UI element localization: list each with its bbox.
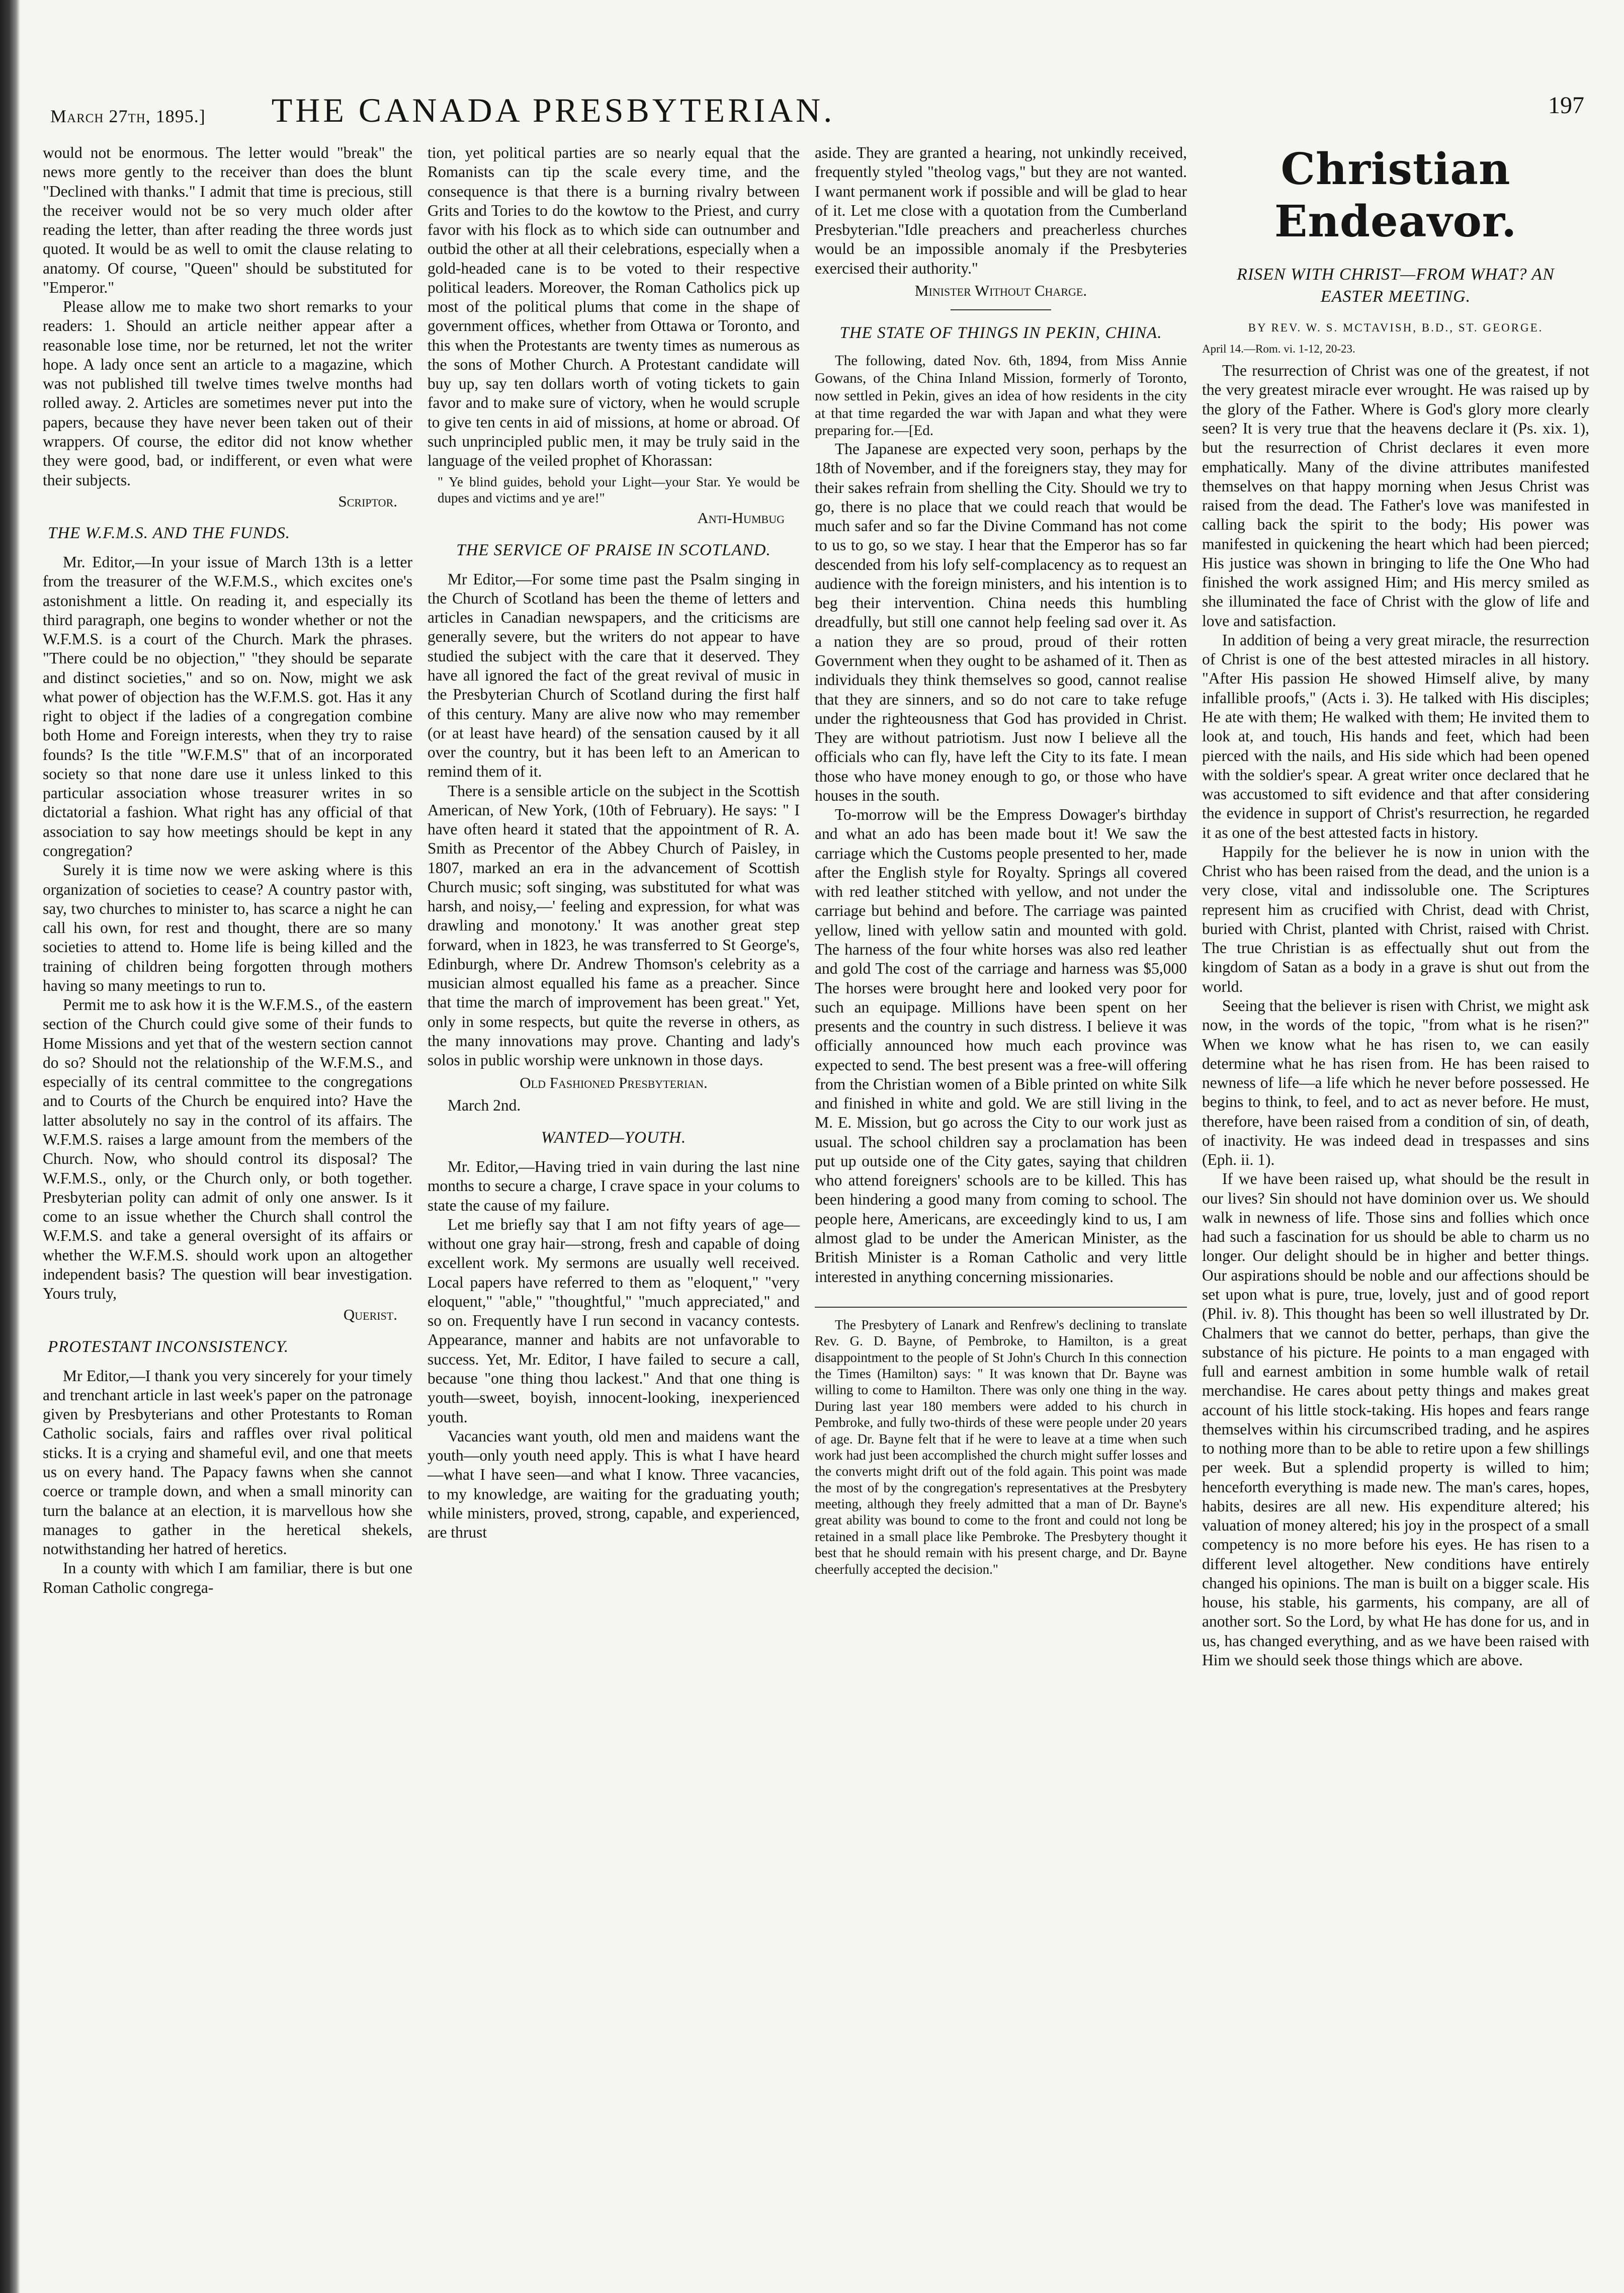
paragraph: Surely it is time now we were asking where is this organization of societies to cease? A country pastor with, say, two churches to minister to, has scarce a night he can call his own, for rest and thought, there are so many societies to attend to. Home life is being killed and the training of children being forgotten through mothers having so many meetings to run to. (43, 861, 412, 994)
article-heading-protestant: PROTESTANT INCONSISTENCY. (48, 1338, 289, 1356)
paragraph: To-morrow will be the Empress Dowager's birthday and what an ado has been made bout it! We saw the carriage which the Customs people presented to her, made after the English style for Royalty. Springs all covered with red leather stitched with yellow, and not under the carriage but behind and before. The carriage was painted yellow, lined with yellow satin and mounted with gold. The harness of the four white horses was also red leather and gold The cost of the carriage and harness was $5,000 The horses were brought here and looked very poor for such an equipage. Millions have been spent on her presents and the country in such distress. I believe it was officially announced how much each province was expected to send. The best present was a free-will offering from the Christian women of a Bible printed on white Silk and finished in white and gold. We are still living in the M. E. Mission, but go across the City to our work just as usual. The school children say a proclamation has been put up outside one of the City gates, saying that children who attend foreigners' schools are to be killed. This has been hindering a good many from coming to school. The people here, Americans, are exceedingly kind to us, I am almost glad to be under the American Minister, as the British Minister is a Roman Catholic and very little interested in anything concerning missionaries. (815, 806, 1187, 1286)
paragraph: Permit me to ask how it is the W.F.M.S., of the eastern section of the Church could give some of their funds to Home Missions and yet that of the western section cannot do so? Should not the relationship of the W.F.M.S., and especially of its central committee to the congregations and to Courts of the Church be enquired into? Have the latter absolutely no say in the control of its affairs. The W.F.M.S. raises a large amount from the members of the Church. Now, who should control its disposal? The W.F.M.S., only, or the Church only, or both together. Presbyterian polity can admit of only one answer. Is it come to an issue whether the Church shall control the W.F.M.S. and take a general oversight of its affairs or whether the W.F.M.S. should work upon an altogether independent basis? The question will bear investigation. Yours truly, (43, 996, 412, 1303)
paragraph: would not be enormous. The letter would "break" the news more gently to the receiver than does the blunt "Declined with thanks." I admit that time is precious, still the receiver would not be so very much older after reading the letter, than after reading the three words just quoted. It would be as well to omit the clause relating to anatomy. Of course, "Queen" should be substituted for "Emperor." (43, 144, 412, 296)
section-title: Christian Endeavor. (1274, 144, 1517, 247)
scripture-reference: April 14.—Rom. vi. 1-12, 20-23. (1202, 343, 1355, 356)
news-note (815, 1307, 1187, 1577)
paragraph: There is a sensible article on the subject in the Scottish American, of New York, (10th of February). He says: " I have often heard it stated that the appointment of R. A. Smith as Precentor of the Abbey Church of Paisley, in 1807, marked an era in the advancement of Scottish Church music; soft singing, was substituted for what was harsh, and noisy,—' feeling and expression, for what was drawling and monotony.' It was another great step forward, when in 1823, he was transferred to St George's, Edinburgh, where Dr. Andrew Thomson's celebrity as a musician almost equalled his fame as a preacher. Since that time the march of improvement has been great." Yet, only in some respects, but quite the reverse in others, as the many innovations may prove. Chanting and lady's solos in public worship were unknown in those days. (428, 782, 800, 1069)
paragraph: aside. They are granted a hearing, not unkindly received, frequently styled "theolog vags," but they are not wanted. I want permanent work if possible and will be glad to hear of it. Let me close with a quotation from the Cumberland Presbyterian."Idle preachers and preacherless churches would be an impossible anomaly if the Presbyteries exercised their authority." (815, 144, 1187, 277)
paragraph: In a county with which I am familiar, there is but one Roman Catholic congrega- (43, 1559, 412, 1596)
column-1 (43, 143, 412, 1597)
paragraph: In addition of being a very great miracle, the resurrection of Christ is one of the best attested miracles in all history. "After His passion He showed Himself alive, by many infallible proofs," (Acts i. 3). He talked with His disciples; He ate with them; He walked with them; He invited them to look at, and touch, His hands and feet, which had been pierced with the nails, and His side which had been opened with the soldier's spear. A great writer once declared that he was accustomed to sift evidence and that after considering the evidence in support of Christ's resurrection, he regarded it as one of the best attested facts in history. (1202, 631, 1589, 841)
issue-date: March 27th, 1895.] (50, 106, 206, 126)
paragraph: The Japanese are expected very soon, perhaps by the 18th of November, and if the foreigners stay, they may for their sakes refrain from shelling the City. Should we try to go, there is no place that we could reach that would be much safer and so far the Divine Command has not come to us to go, so we stay. I hear that the Emperor has so far descended from his lofy self-complacency as to request an audience with the foreign ministers, and his intention is to beg their intervention. China needs this humbling dreadfully, but still one cannot help feeling sad over it. As a nation they are so proud, proud of their rotten Government when they ought to be ashamed of it. Then as individuals they think themselves so good, cannot realise that they are sinners, and so do not care to take refuge under the righteousness that God has provided in Christ. They are without patriotism. Just now I believe all the officials who can fly, have left the City to its fate. I mean those who have money enough to go, or those who have houses in the south. (815, 440, 1187, 804)
paragraph: The resurrection of Christ was one of the greatest, if not the very greatest miracle ever wrought. He was raised up by the glory of the Father. Where is God's glory more clearly seen? It is very true that the heavens declare it (Ps. xix. 1), but the resurrection of Christ declares it even more emphatically. Many of the divine attributes manifested themselves on that happy morning when Jesus Christ was raised from the dead. The Father's love was manifested in calling back the spirit to the body; His power was manifested in quickening the heart which had been pierced; His justice was shown in bringing to life the One Who had finished the work assigned Him; and His mercy smiled as she illuminated the face of Christ with the glow of life and love and satisfaction. (1202, 362, 1589, 630)
dateline: March 2nd. (448, 1096, 521, 1115)
section-subtitle: RISEN WITH CHRIST—FROM WHAT? AN EASTER MEETING. (1237, 265, 1555, 306)
note-paragraph: The Presbytery of Lanark and Renfrew's declining to translate Rev. G. D. Bayne, of Pembroke, to Hamilton, is a great disappointment to the people of St John's Church In this connection the Times (Hamilton) says: " It was known that Dr. Bayne was willing to come to Hamilton. There was only one thing in the way. During last year 180 members were added to his church in Pembroke, and fully two-thirds of these were people under 20 years of age. Dr. Bayne felt that if he were to leave at a time when such work had just been accomplished the church might suffer losses and the converts might drift out of the fold again. This point was made the most of by the congregation's representatives at the Presbytery meeting, although they freely admitted that a man of Dr. Bayne's great ability was bound to come to the front and could not long be retained in a small place like Pembroke. The Presbytery thought it best that he should remain with his present charge, and Dr. Bayne cheerfully accepted the decision." (815, 1317, 1187, 1577)
signature-anti-humbug: Anti-Humbug (697, 509, 785, 527)
paragraph: Mr. Editor,—In your issue of March 13th is a letter from the treasurer of the W.F.M.S., which excites one's astonishment a little. On reading it, and especially its third paragraph, one begins to wonder whether or not the W.F.M.S. is a court of the Church. Mark the phrases. "There could be no objection," "they should be separate and distinct societies," and so on. Now, might we ask what power of objection has the W.F.M.S. got. Has it any right to object if the ladies of a congregation combine both Home and Foreign interests, when they try to raise founds? Is the title "W.F.M.S" that of an incorporated society so that none dare use it unless linked to this particular association whose treasurer writes in so dictatorial a fashion. What right has any official of that association to say how meetings should be kept in any congregation? (43, 553, 412, 860)
editor-intro: The following, dated Nov. 6th, 1894, from Miss Annie Gowans, of the China Inland Mission, formerly of Toronto, now settled in Pekin, gives an idea of how residents in the city at that time regarded the war with Japan and what they were preparing for.—[Ed. (815, 353, 1187, 439)
paragraph: Mr Editor,—For some time past the Psalm singing in the Church of Scotland has been the theme of letters and articles in Canadian newspapers, and the criticisms are generally severe, but the writers do not appear to have studied the subject with the care that it deserved. They have all ignored the fact of the great revival of music in the Presbyterian Church of Scotland during the first half of this century. Many are alive now who may remember (or at least have heard) of the sensation caused by it all over the country, but it has been left to an American to remind them of it. (428, 570, 800, 781)
byline: BY REV. W. S. MCTAVISH, B.D., ST. GEORGE. (1248, 321, 1544, 334)
verse-quote: " Ye blind guides, behold your Light—your Star. Ye would be dupes and victims and ye are!" (438, 474, 800, 506)
column-3 (815, 143, 1187, 1577)
signature-minister: Minister Without Charge. (914, 281, 1087, 299)
signature-scriptor: Scriptor. (338, 492, 397, 510)
article-heading-wfms: THE W.F.M.S. AND THE FUNDS. (48, 524, 291, 543)
paragraph: Happily for the believer he is now in union with the Christ who has been raised from the dead, and the union is a very close, vital and indissoluble one. The Scriptures represent him as crucified with Christ, dead with Christ, buried with Christ, planted with Christ, raised with Christ. The true Christian is as effectually shut out from the kingdom of Satan as a body in a grave is shut out from the world. (1202, 842, 1589, 995)
paragraph: If we have been raised up, what should be the result in our lives? Sin should not have dominion over us. We should walk in newness of life. Those sins and follies which once had such a fascination for us should be able to charm us no longer. Our delight should be in higher and better things. Our aspirations should be noble and our affections should be set upon what is pure, true, lovely, just and of good report (Phil. iv. 8). This thought has been so well illustrated by Dr. Chalmers that we cannot do better, perhaps, than give the substance of his picture. He points to a man engaged with full and earnest ambition in some humble walk of retail merchandise. He cares about petty things and makes great account of his little stock-taking. His hopes and fears range themselves within his circumscribed trading, and he aspires to nothing more than to be able to retire upon a few shillings per week. But a splendid property is willed to him; henceforth everything is made new. The man's cares, hopes, habits, desires are all new. His expenditure altered; his valuation of money altered; his joy in the prospect of a small competency is no more before his eyes. He has risen to a different level altogether. New conditions have entirely changed his opinions. The man is built on a bigger scale. His house, his stable, his garments, his company, are all of another sort. So the Lord, by what He has done for us, and in us, has changed everything, and as we have been raised with Him we should seek those things which are above. (1202, 1170, 1589, 1669)
paragraph: Mr. Editor,—Having tried in vain during the last nine months to secure a charge, I crave space in your colums to state the cause of my failure. (428, 1158, 800, 1214)
newspaper-title: THE CANADA PRESBYTERIAN. (271, 91, 835, 129)
column-4 (1202, 143, 1589, 1670)
page-header (50, 86, 1589, 131)
article-heading-youth: WANTED—YOUTH. (541, 1129, 687, 1147)
paragraph: Vacancies want youth, old men and maidens want the youth—only youth need apply. This is what I have heard—what I have seen—and what I know. Three vacancies, to my knowledge, are waiting for the graduating youth; while ministers, proved, strong, capable, and experienced, are thrust (428, 1427, 800, 1542)
page-number: 197 (1548, 92, 1584, 119)
paragraph: tion, yet political parties are so nearly equal that the Romanists can tip the scale every time, and the consequence is that there is a burning rivalry between Grits and Tories to do the kowtow to the Priest, and curry favor with his flock as to which side can outnumber and outbid the other at all their celebrations, especially when a gold-headed cane is to be voted to their respective political leaders. Moreover, the Roman Catholics pick up most of the political plums that come in the shape of government offices, whether from Ottawa or Toronto, and this when the Protestants are twenty times as numerous as the sons of Mother Church. A Protestant candidate will buy up, say ten dollars worth of voting tickets to gain favor and to make sure of victory, when he would scruple to give ten cents in aid of missions, at home or abroad. Of such unprincipled public men, it may be truly said in the language of the veiled prophet of Khorassan: (428, 144, 800, 470)
paragraph: Let me briefly say that I am not fifty years of age—without one gray hair—strong, fresh and capable of doing excellent work. My sermons are usually well received. Local papers have referred to them as "eloquent," "very eloquent," "able," "thoughtful," "much appreciated," and so on. Frequently have I run second in vacancy contests. Appearance, manner and habits are not unfavorable to success. Yet, Mr. Editor, I have failed to secure a call, because "one thing thou lackest." And that one thing is youth—sweet, boyish, innocent-looking, inexperienced youth. (428, 1215, 800, 1426)
article-heading-praise: THE SERVICE OF PRAISE IN SCOTLAND. (456, 541, 771, 560)
article-heading-pekin: THE STATE OF THINGS IN PEKIN, CHINA. (839, 323, 1162, 342)
paragraph: Mr Editor,—I thank you very sincerely for your timely and trenchant article in last week's paper on the patronage given by Presbyterians and other Protestants to Roman Catholic socials, fairs and raffles over rival political sticks. It is a crying and shameful evil, and one that meets us on every hand. The Papacy fawns when she cannot coerce or trample down, and when a small minority can turn the balance at an election, it is marvellous how she manages to gather in the heretical shekels, notwithstanding her hatred of heretics. (43, 1367, 412, 1558)
column-2 (428, 143, 800, 1542)
signature-old-fashioned: Old Fashioned Presbyterian. (520, 1073, 708, 1091)
paragraph: Seeing that the believer is risen with Christ, we might ask now, in the words of the topic, "from what is he risen?" When we know what he has risen to, we can easily determine what he has risen from. He has been raised to newness of life—a life which he never before possessed. He begins to think, to feel, and to act as never before. He must, therefore, have been raised from a condition of sin, of death, of inactivity. He was indeed dead in trespasses and sins (Eph. ii. 1). (1202, 996, 1589, 1169)
binding-edge (0, 0, 20, 2293)
signature-querist: Querist. (343, 1306, 397, 1324)
paragraph: Please allow me to make two short remarks to your readers: 1. Should an article neither appear after a reasonable lose time, nor be returned, let not the writer hope. A lady once sent an article to a magazine, which was not published till twelve times twelve months had rolled away. 2. Articles are sometimes never put into the papers, because they have never been taken out of their wrappers. Of course, the editor did not know whether they were good, bad, or indifferent, or even what were their subjects. (43, 298, 412, 489)
divider (951, 309, 1051, 310)
